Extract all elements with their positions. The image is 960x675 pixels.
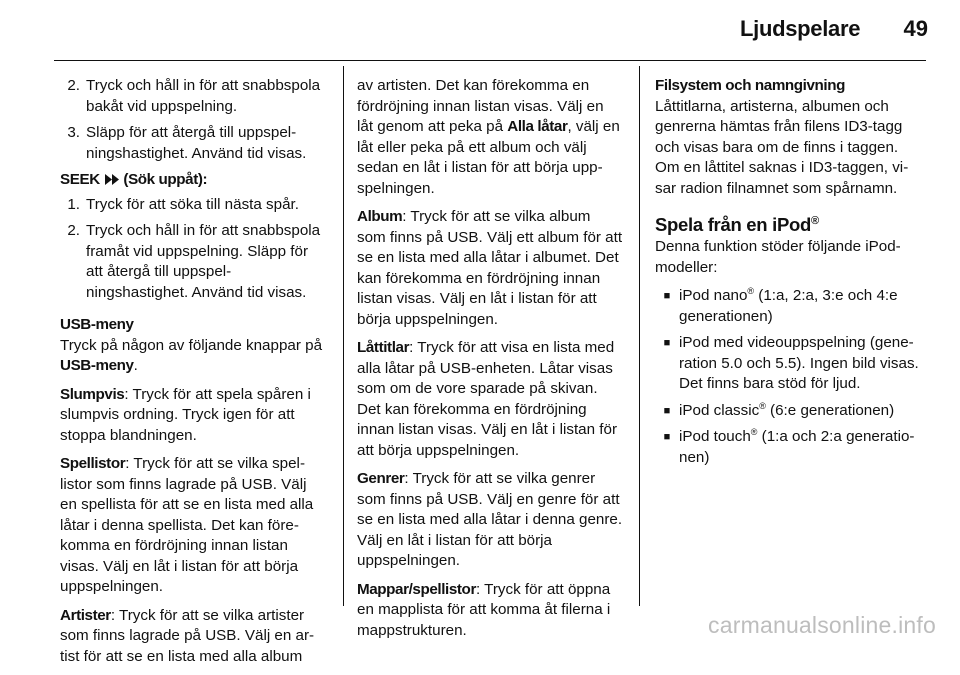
artister-term: Artister [60, 606, 111, 624]
bullet-square-icon: ■ [663, 431, 671, 443]
ipod-bullet-item [655, 401, 921, 422]
seek-step-1 [60, 195, 326, 216]
seek-heading [60, 170, 326, 191]
seek-suffix: (Sök uppåt): [123, 171, 208, 188]
seek-label: SEEK [60, 171, 100, 188]
alla-latar-term: Alla låtar [507, 118, 568, 135]
mappar-text: : Tryck för att öppna en mapplista för att komma åt filerna i mappstrukturen. [357, 580, 611, 639]
bullet-square-icon: ■ [663, 337, 671, 349]
step-text: Släpp för att återgå till uppspelningshastighet. Använd tid visas. [86, 124, 307, 162]
step-number: 3. [67, 124, 80, 141]
step-number: 1. [67, 195, 80, 213]
spellistor-paragraph [60, 454, 326, 598]
header-rule [54, 60, 926, 61]
lattitlar-text: : Tryck för att visa en lista med alla låtar på USB-enheten. Låtar visas som om de vore sparade på skivan. Det kan förekomma en fördröjning innan listan visas. Välj en låt i listan för att börja uppspelningen. [357, 339, 618, 459]
column-middle [357, 76, 623, 649]
ipod-heading [655, 213, 921, 237]
registered-mark: ® [747, 285, 755, 296]
page-title: Ljudspelare [740, 16, 861, 41]
artister-continuation [357, 76, 623, 199]
rewind-step-2 [60, 76, 326, 117]
bullet-text [679, 286, 921, 327]
usb-menu-intro [60, 336, 326, 377]
step-text: Tryck för att söka till nästa spår. [86, 195, 299, 213]
mappar-term: Mappar/spellistor [357, 580, 476, 598]
ipod-bullet-item [655, 286, 921, 327]
lattitlar-paragraph [357, 338, 623, 461]
bullet-square-icon: ■ [663, 290, 671, 302]
seek-step-2 [60, 221, 326, 303]
rewind-step-3 [60, 123, 326, 164]
album-term: Album [357, 208, 403, 225]
slumpvis-text: : Tryck för att spela spåren i slumpvis ordning. Tryck igen för att stoppa blandningen. [60, 385, 311, 444]
step-number: 2. [67, 222, 80, 239]
artister-paragraph [60, 606, 326, 668]
page-number: 49 [903, 16, 928, 41]
cont-prefix: av artisten. Det kan förekomma en fördröjning innan listan visas. Välj en låt genom att peka på [357, 77, 604, 135]
usb-menu-title: USB-meny [60, 316, 134, 333]
genrer-text: : Tryck för att se vilka genrer som finns på USB. Välj en genre för att se en lista med alla låtar i denna genre. Välj en låt i listan för att börja uppspelningen. [357, 470, 623, 569]
registered-mark: ® [750, 426, 758, 437]
bullet-text [679, 333, 921, 395]
step-text: Tryck och håll in för att snabbspola framåt vid uppspelning. Släpp för att återgå till uppspelningshastighet. Använd tid visas. [86, 222, 321, 301]
slumpvis-term: Slumpvis [60, 385, 125, 403]
artister-text: : Tryck för att se vilka artister som finns lagrade på USB. Välj en artist för att se en lista med alla album [60, 606, 315, 665]
mappar-paragraph [357, 580, 623, 642]
site-watermark: carmanualsonline.info [708, 612, 936, 638]
usb-intro-bold: USB-meny [60, 357, 134, 374]
ipod-bullet-item [655, 333, 921, 395]
genrer-paragraph [357, 469, 623, 572]
bullet-post: (1:a, 2:a, 3:e och 4:e generationen) [679, 287, 898, 325]
bullet-pre: iPod classic [679, 401, 760, 419]
ipod-bullet-item [655, 427, 921, 468]
bullet-text [679, 427, 921, 468]
column-divider-1 [343, 66, 344, 606]
cont-suffix: , välj en låt eller peka på ett album och välj sedan en låt i listan för att börja uppspelningen. [357, 118, 620, 197]
ipod-heading-text: Spela från en iPod [655, 214, 811, 235]
album-text: : Tryck för att se vilka album som finns på USB. Välj ett album för att se en lista med alla låtar i albumet. Det kan förekomma en fördröjning innan listan visas. Välj en låt i listan för att börja uppspelningen. [357, 208, 623, 328]
bullet-pre: iPod touch [679, 428, 751, 445]
fast-forward-icon [104, 171, 124, 188]
spellistor-text: : Tryck för att se vilka spellistor som finns lagrade på USB. Välj en spellista för att se en lista med alla låtar i denna spellista. Det kan förekomma en fördröjning innan listan visas. Välj en låt i listan för att börja uppspelningen. [60, 455, 314, 595]
album-paragraph [357, 207, 623, 330]
lattitlar-term: Låttitlar [357, 339, 410, 356]
slumpvis-paragraph [60, 385, 326, 447]
bullet-pre: iPod nano [679, 287, 748, 304]
ipod-heading-registered: ® [811, 214, 819, 227]
registered-mark: ® [759, 400, 766, 411]
bullet-post: (6:e generationen) [765, 401, 895, 419]
ipod-intro: Denna funktion stöder följande iPod-modeller: [655, 238, 901, 276]
usb-intro-text: Tryck på någon av följande knappar på [60, 336, 323, 354]
genrer-term: Genrer [357, 470, 405, 487]
filesystem-text: Låttitlarna, artisterna, albumen och genrerna hämtas från filens ID3-tagg och visas bara om de finns i taggen. Om en låttitel saknas i ID3-taggen, visar radion filnamnet som spårnamn. [655, 97, 909, 197]
usb-intro-suffix: . [133, 357, 138, 374]
filesystem-title: Filsystem och namngivning [655, 77, 846, 94]
step-text: Tryck och håll in för att snabbspola bakåt vid uppspelning. [86, 77, 321, 115]
bullet-square-icon: ■ [663, 404, 671, 417]
bullet-post: (1:a och 2:a generationen) [679, 428, 915, 466]
column-right [655, 76, 921, 474]
step-number: 2. [67, 77, 80, 94]
column-divider-2 [639, 66, 640, 606]
column-left [60, 76, 326, 675]
bullet-pre: iPod med videouppspelning (generation 5.0 och 5.5). Ingen bild visas. Det finns bara stöd för ljud. [679, 334, 919, 392]
bullet-text [679, 401, 921, 422]
spellistor-term: Spellistor [60, 455, 126, 472]
